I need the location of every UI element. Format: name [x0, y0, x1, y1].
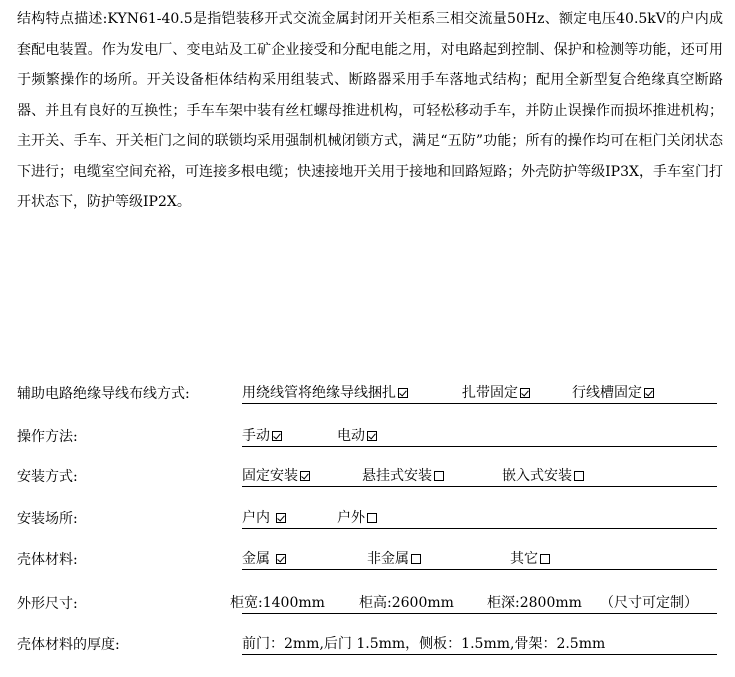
- spec-value: 柜宽:1400mm: [230, 595, 325, 611]
- checkbox-option[interactable]: [337, 425, 377, 445]
- option-label: 户内: [242, 510, 275, 526]
- checkbox-option[interactable]: [242, 507, 286, 527]
- option-label: 手动: [242, 428, 270, 444]
- option-label: 悬挂式安装: [362, 468, 432, 484]
- checkbox-option[interactable]: [572, 382, 654, 402]
- option-label: 户外: [337, 510, 365, 526]
- spec-value: 柜深:2800mm: [487, 595, 582, 611]
- spec-row: [17, 380, 717, 404]
- checkbox-empty-icon[interactable]: [367, 513, 377, 523]
- checkbox-option[interactable]: [362, 465, 444, 485]
- checkbox-empty-icon[interactable]: [574, 471, 584, 481]
- checkbox-checked-icon[interactable]: [276, 554, 286, 564]
- option-label: 电动: [337, 428, 365, 444]
- checkbox-checked-icon[interactable]: [644, 388, 654, 398]
- spec-value: 柜高:2600mm: [359, 595, 454, 611]
- option-label: 金属: [242, 551, 275, 567]
- checkbox-option[interactable]: [242, 382, 408, 402]
- spec-row: [17, 463, 717, 487]
- spec-value: 前门：2mm,后门 1.5mm，侧板：1.5mm,骨架：2.5mm: [242, 636, 606, 652]
- spec-label: 安装方式:: [17, 469, 78, 485]
- checkbox-option[interactable]: [242, 465, 310, 485]
- option-label: 非金属: [367, 551, 409, 567]
- checkbox-checked-icon[interactable]: [520, 388, 530, 398]
- checkbox-empty-icon[interactable]: [540, 554, 550, 564]
- checkbox-checked-icon[interactable]: [398, 388, 408, 398]
- spec-row: [17, 546, 717, 570]
- checkbox-option[interactable]: [242, 548, 286, 568]
- spec-label: 壳体材料的厚度:: [17, 637, 120, 653]
- checkbox-option[interactable]: [510, 548, 550, 568]
- value-underline: [242, 505, 717, 529]
- spec-row: [17, 505, 717, 529]
- checkbox-checked-icon[interactable]: [367, 431, 377, 441]
- checkbox-empty-icon[interactable]: [434, 471, 444, 481]
- checkbox-checked-icon[interactable]: [272, 431, 282, 441]
- checkbox-option[interactable]: [242, 425, 282, 445]
- checkbox-option[interactable]: [337, 507, 377, 527]
- spec-row: [17, 590, 717, 614]
- option-label: 固定安装: [242, 468, 298, 484]
- spec-label: 辅助电路绝缘导线布线方式:: [17, 386, 190, 402]
- option-label: 嵌入式安装: [502, 468, 572, 484]
- option-label: 其它: [510, 551, 538, 567]
- option-label: 用绕线管将绝缘导线捆扎: [242, 385, 396, 401]
- checkbox-checked-icon[interactable]: [276, 513, 286, 523]
- option-label: 扎带固定: [462, 385, 518, 401]
- spec-label: 安装场所:: [17, 511, 78, 527]
- checkbox-option[interactable]: [367, 548, 421, 568]
- option-label: 行线槽固定: [572, 385, 642, 401]
- spec-label: 外形尺寸:: [17, 596, 78, 612]
- spec-row: [17, 631, 717, 655]
- value-underline: [242, 463, 717, 487]
- spec-value: （尺寸可定制）: [600, 595, 698, 611]
- checkbox-option[interactable]: [462, 382, 530, 402]
- spec-label: 壳体材料:: [17, 552, 78, 568]
- value-underline: [242, 546, 717, 570]
- spec-label: 操作方法:: [17, 429, 78, 445]
- structure-description: 结构特点描述:KYN61-40.5是指铠装移开式交流金属封闭开关柜系三相交流量50Hz、额定电压40.5kV的户内成套配电装置。作为发电厂、变电站及工矿企业接受和分配电能之用，对电路起到控制、保护和检测等功能，还可用于频繁操作的场所。开关设备柜体结构采用组装式、断路器采用手车落地式结构；配用全新型复合绝缘真空断路器、并且有良好的互换性；手车车架中装有丝杠螺母推进机构，可轻松移动手车，并防止误操作而损坏推进机构；主开关、手车、开关柜门之间的联锁均采用强制机械闭锁方式，满足“五防”功能；所有的操作均可在柜门关闭状态下进行；电缆室空间充裕，可连接多根电缆；快速接地开关用于接地和回路短路；外壳防护等级IP3X，手车室门打开状态下，防护等级IP2X。: [17, 11, 723, 210]
- checkbox-option[interactable]: [502, 465, 584, 485]
- checkbox-empty-icon[interactable]: [411, 554, 421, 564]
- checkbox-checked-icon[interactable]: [300, 471, 310, 481]
- value-underline: [242, 423, 717, 447]
- spec-row: [17, 423, 717, 447]
